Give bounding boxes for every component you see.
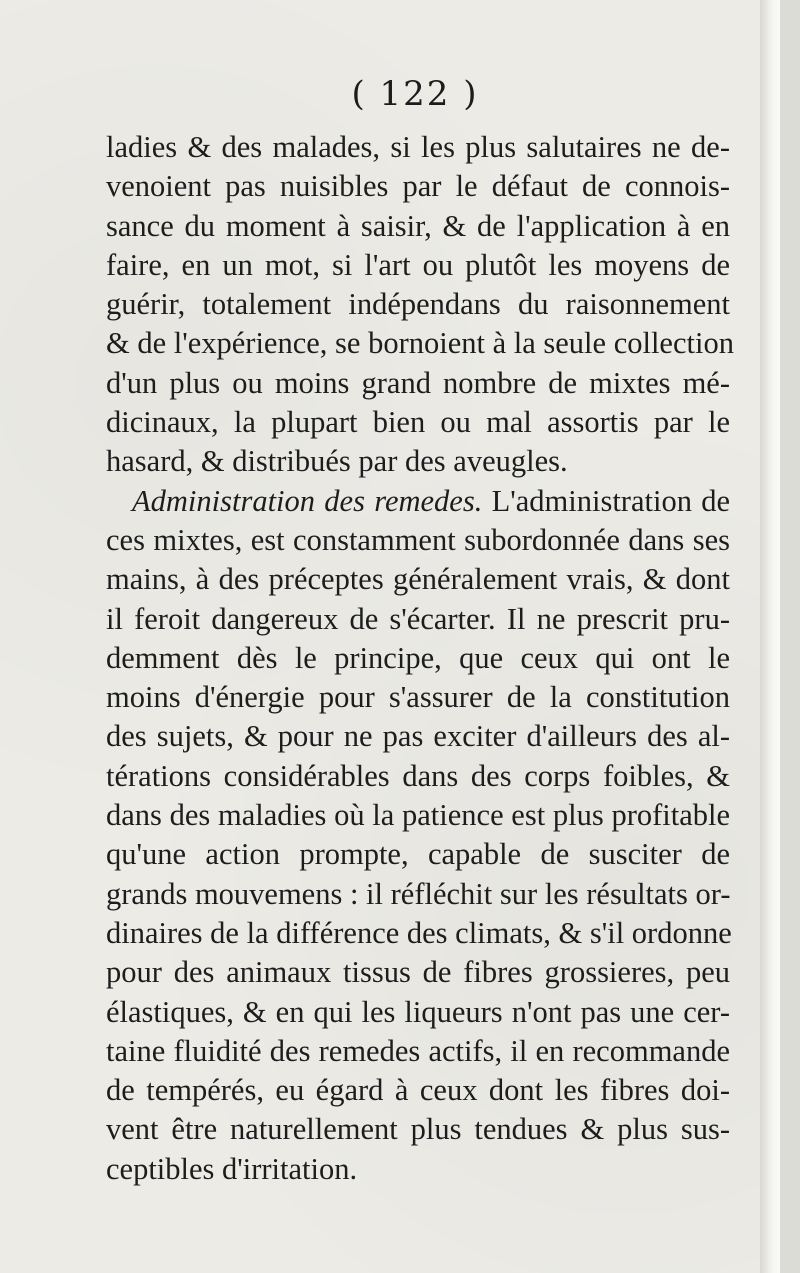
body-text	[106, 128, 734, 1189]
text-line: de tempérés, eu égard à ceux dont les fibres doi-	[106, 1073, 730, 1108]
text-line: dinaires de la différence des climats, & s'il ordonne	[106, 915, 732, 950]
text-line: venoient pas nuisibles par le défaut de connois-	[106, 169, 730, 204]
text-line: ladies & des malades, si les plus salutaires ne de-	[106, 130, 730, 164]
text-line: faire, en un mot, si l'art ou plutôt les moyens de	[106, 247, 730, 282]
text-line: vent être naturellement plus tendues & plus sus-	[106, 1112, 730, 1147]
text-line: demment dès le principe, que ceux qui ont le	[106, 640, 730, 675]
text-line: d'un plus ou moins grand nombre de mixtes mé-	[106, 365, 730, 400]
text-line: élastiques, & en qui les liqueurs n'ont pas une cer-	[106, 994, 730, 1029]
text-line: moins d'énergie pour s'assurer de la constitution	[106, 680, 730, 715]
text-line: pour des animaux tissus de fibres grossieres, peu	[106, 955, 730, 990]
text-line: térations considérables dans des corps foibles, &	[106, 758, 730, 793]
text-line: qu'une action prompte, capable de susciter de	[106, 837, 730, 872]
section-first-line	[106, 482, 730, 521]
text-line: guérir, totalement indépendans du raisonnement	[106, 287, 730, 322]
text-line: mains, à des préceptes généralement vrais, & dont	[106, 562, 730, 597]
text-line: sance du moment à saisir, & de l'application à en	[106, 208, 730, 243]
text-line: des sujets, & pour ne pas exciter d'ailleurs des al-	[106, 719, 730, 754]
text-line: il feroit dangereux de s'écarter. Il ne prescrit pru-	[106, 601, 730, 636]
text-line: taine fluidité des remedes actifs, il en recommande	[106, 1033, 730, 1068]
section-title: Administration des remedes.	[132, 483, 483, 518]
text-line: dans des maladies où la patience est plus profitable	[106, 798, 730, 833]
page-edge	[760, 0, 780, 1273]
text-line: ceptibles d'irritation.	[106, 1151, 358, 1186]
text-line: grands mouvemens : il réfléchit sur les résultats or-	[106, 876, 731, 911]
text-line: dicinaux, la plupart bien ou mal assortis par le	[106, 405, 730, 440]
text-line: hasard, & distribués par des aveugles.	[106, 444, 568, 479]
page-number: ( 122 )	[351, 74, 479, 114]
text-line: ces mixtes, est constamment subordonnée dans ses	[106, 522, 730, 557]
section-first-line-text: L'administration de	[491, 483, 731, 518]
text-line: & de l'expérience, se bornoient à la seule collection	[106, 326, 734, 361]
